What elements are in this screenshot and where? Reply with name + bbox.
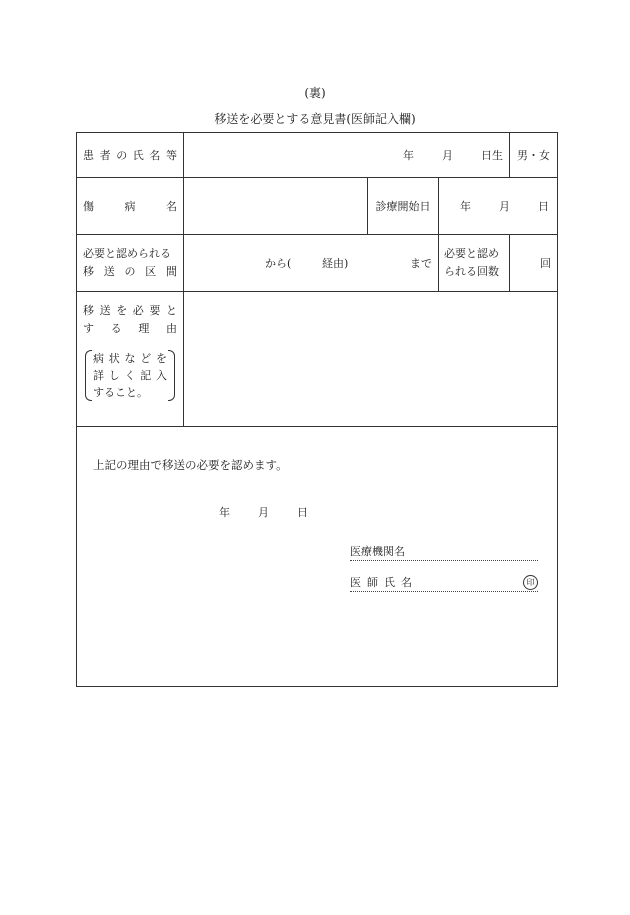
count-unit: 回: [540, 257, 552, 270]
note-char: を: [156, 352, 167, 365]
patient-label-char: 患: [83, 149, 94, 162]
treatment-start-date-field[interactable]: [439, 178, 558, 235]
doctor-label-char: 医: [350, 576, 361, 589]
disease-label-char: 病: [124, 200, 136, 213]
right-bracket: [168, 350, 175, 401]
reason-label-char: 移: [83, 304, 94, 317]
opinion-form-table: [76, 132, 558, 687]
cert-year-unit: 年: [219, 506, 230, 519]
reason-label-char: 送: [99, 304, 111, 317]
note-char: 記: [140, 369, 152, 382]
birth-day-unit: 日生: [481, 149, 504, 162]
treatment-start-label: 診療開始日: [368, 178, 439, 235]
doctor-label-char: 師: [367, 576, 378, 589]
route-label-char: の: [124, 265, 136, 278]
birth-year-unit: 年: [403, 149, 415, 162]
route-label-char: 送: [103, 265, 115, 278]
patient-label-char: 者: [99, 149, 111, 162]
patient-row: [77, 133, 558, 178]
seal-mark: 印: [523, 575, 538, 590]
reason-label-char: 理: [138, 322, 150, 335]
route-label-char: 間: [166, 265, 177, 278]
reason-label-char: と: [165, 304, 177, 317]
route-label-char: 移: [83, 265, 94, 278]
certification-section: [77, 427, 558, 687]
transport-count-field[interactable]: [510, 235, 558, 292]
certification-row: [77, 427, 558, 687]
route-via-text: 経由): [322, 257, 349, 270]
reason-label-char: る: [110, 322, 122, 335]
note-line3: すること。: [93, 386, 148, 399]
institution-name-field[interactable]: [350, 544, 538, 561]
count-label-line2: られる回数: [444, 265, 499, 278]
page-side-label: (裏): [304, 86, 326, 100]
patient-label: [77, 133, 184, 178]
route-label-char: 区: [145, 265, 157, 278]
note-char: 状: [108, 352, 120, 365]
doctor-label-char: 名: [401, 576, 412, 589]
count-label-line1: 必要と認め: [444, 247, 499, 260]
reason-label-char: を: [116, 304, 128, 317]
reason-label-char: 要: [149, 304, 161, 317]
patient-label-char: 氏: [132, 149, 144, 162]
note-char: し: [108, 369, 120, 382]
certification-date-field[interactable]: [219, 504, 308, 520]
note-char: ど: [140, 352, 152, 365]
disease-row: [77, 178, 558, 235]
reason-label-char: 必: [132, 304, 144, 317]
note-char: な: [124, 352, 136, 365]
sex-options: 男・女: [517, 149, 551, 162]
transport-count-label: [439, 235, 510, 292]
patient-label-char: 名: [149, 149, 161, 162]
patient-name-birthdate-field[interactable]: [184, 133, 510, 178]
start-day-unit: 日: [538, 200, 550, 213]
doctor-name-field[interactable]: [350, 575, 538, 592]
reason-label: [77, 292, 184, 427]
route-label: [77, 235, 184, 292]
certification-statement: 上記の理由で移送の必要を認めます。: [93, 458, 288, 472]
institution-label: 医療機関名: [350, 545, 405, 558]
note-char: 詳: [93, 369, 104, 382]
cert-month-unit: 月: [258, 506, 269, 519]
reason-field[interactable]: [184, 292, 558, 427]
start-month-unit: 月: [499, 200, 511, 213]
instruction-note: [85, 350, 175, 401]
disease-label: [77, 178, 184, 235]
birth-month-unit: 月: [442, 149, 454, 162]
sex-field[interactable]: [510, 133, 558, 178]
note-char: 病: [93, 352, 104, 365]
patient-label-char: 等: [165, 149, 177, 162]
left-bracket: [85, 350, 92, 401]
cert-day-unit: 日: [297, 506, 308, 519]
route-from-text: から(: [265, 257, 292, 270]
note-char: く: [124, 369, 136, 382]
disease-name-field[interactable]: [184, 178, 368, 235]
route-label-line1: 必要と認められる: [83, 247, 171, 260]
route-to-text: まで: [410, 257, 432, 270]
disease-label-char: 名: [166, 200, 177, 213]
start-year-unit: 年: [460, 200, 472, 213]
reason-label-char: 由: [165, 322, 177, 335]
disease-label-char: 傷: [83, 200, 94, 213]
route-row: [77, 235, 558, 292]
patient-label-char: の: [116, 149, 128, 162]
document-title: 移送を必要とする意見書(医師記入欄): [214, 112, 416, 126]
transport-route-field[interactable]: [184, 235, 439, 292]
reason-row: [77, 292, 558, 427]
note-char: 入: [156, 369, 167, 382]
doctor-label-char: 氏: [384, 576, 395, 589]
reason-label-char: す: [83, 322, 94, 335]
